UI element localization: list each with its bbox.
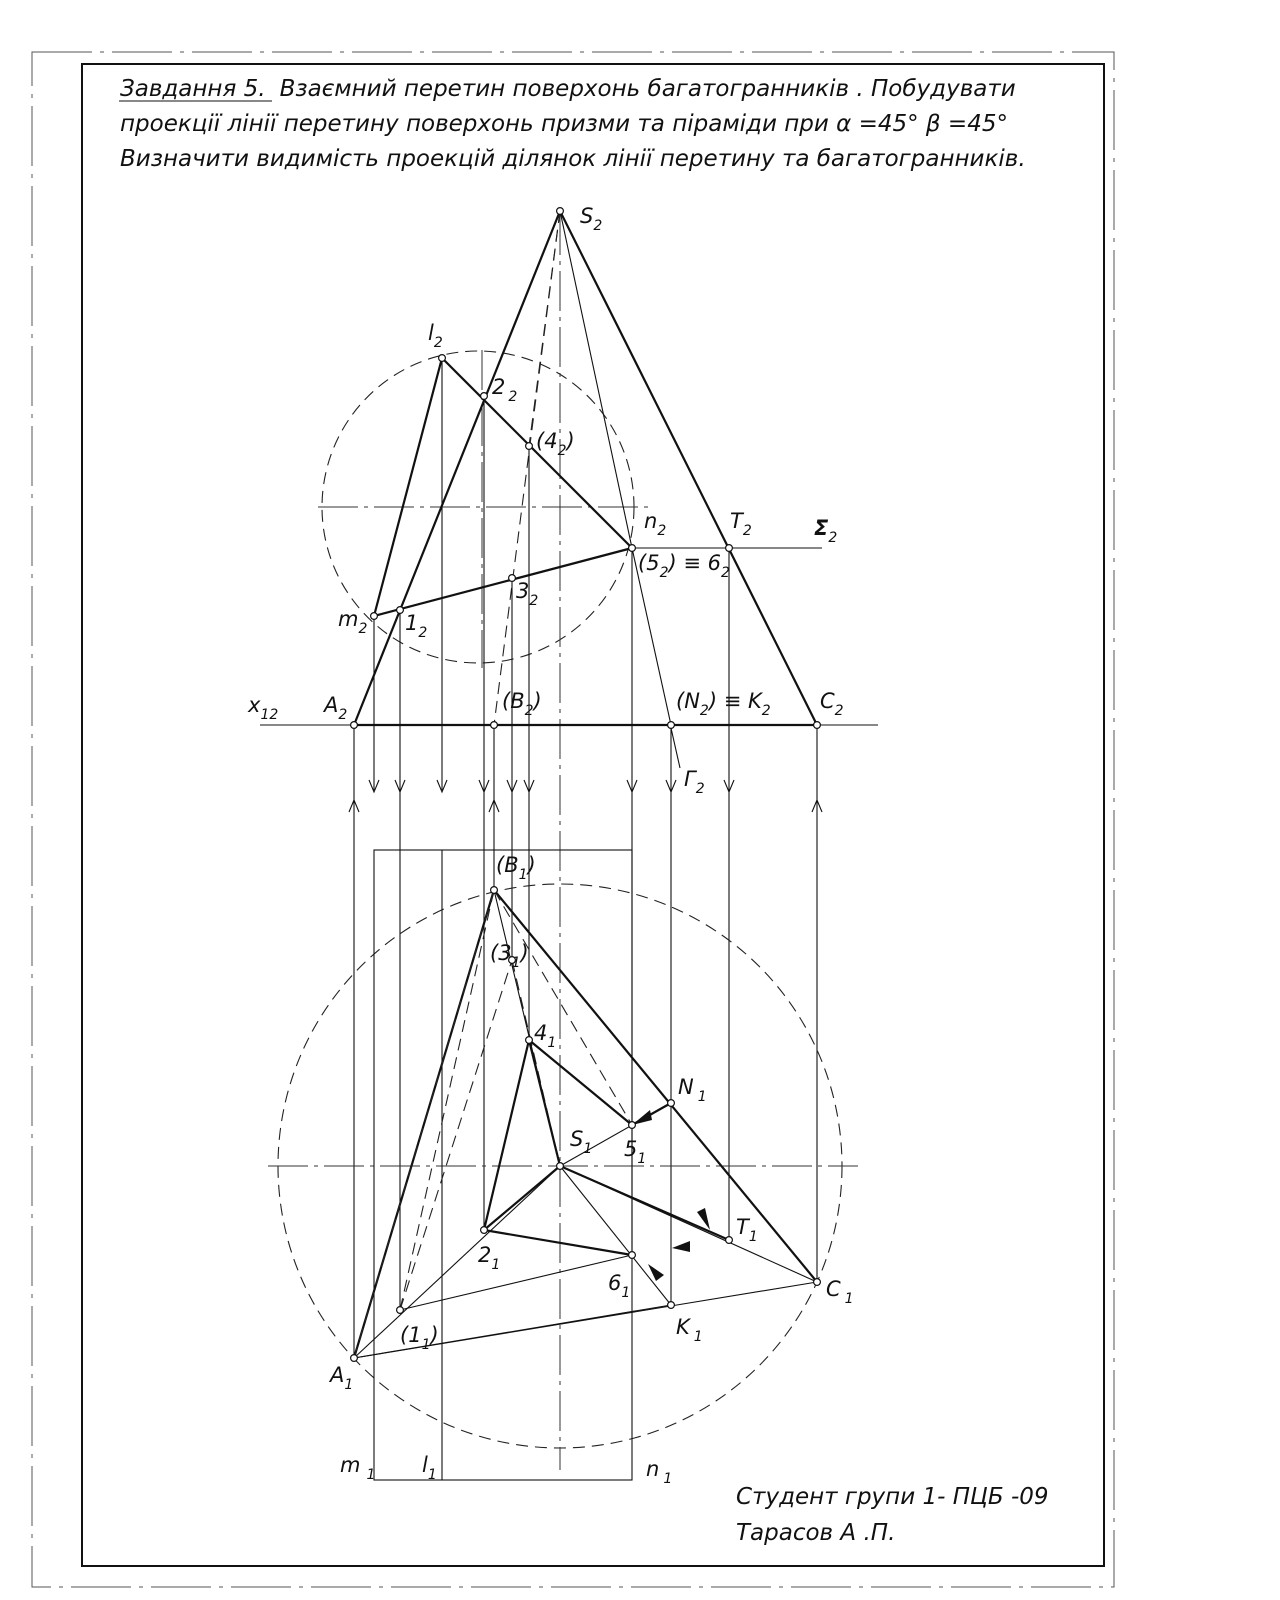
label-S1: $S_1$ [570, 1127, 593, 1157]
task-line-2: проекції лінії перетину поверхонь призми та піраміди при α =45° β =45° [120, 111, 1008, 137]
cut-4-S1 [529, 1040, 560, 1166]
prism-edge-m2-n2 [374, 548, 632, 616]
label-x12: $x_{12}$ [248, 693, 279, 723]
point-6-1 [629, 1252, 636, 1259]
point-A1 [351, 1355, 358, 1362]
label-4-2: $(4_2)$ [536, 429, 575, 459]
label-3-2: $3_2$ [516, 579, 539, 609]
signature-block [736, 1484, 1049, 1546]
point-T1 [726, 1237, 733, 1244]
cut-2-S1 [484, 1166, 560, 1230]
point-4-2 [526, 443, 533, 450]
point-2-1 [481, 1227, 488, 1234]
label-5-2-6-2: $(5_2) \equiv 6_2$ [638, 551, 730, 581]
point-5-1 [629, 1122, 636, 1129]
point-1-2 [397, 607, 404, 614]
label-K1: K $_1$ [676, 1315, 703, 1345]
label-A1: $A_1$ [330, 1363, 354, 1393]
task-title: Взаємний перетин поверхонь багатогранників . Побудувати [279, 76, 1016, 102]
down-arrows [369, 780, 734, 792]
inner-frame [82, 64, 1104, 1566]
point-B2 [491, 722, 498, 729]
cut-4-5 [529, 1040, 632, 1125]
label-5-1: $5_1$ [624, 1137, 647, 1167]
label-B1: $(B_1)$ [496, 853, 536, 883]
label-T2: $T_2$ [730, 509, 752, 539]
label-2-1: $2_1$ [478, 1243, 501, 1273]
point-m2 [371, 613, 378, 620]
student-name: Тарасов А .П. [736, 1520, 896, 1546]
projection-link-lines [349, 358, 822, 1358]
point-N2-K2 [668, 722, 675, 729]
point-K1 [668, 1302, 675, 1309]
label-3-1: $(3_1)$ [490, 941, 529, 971]
label-B2: $(B_2)$ [502, 689, 542, 719]
hidden-B1-5 [494, 890, 632, 1125]
point-l2 [439, 355, 446, 362]
point-C2 [814, 722, 821, 729]
edge-S2-4-hidden [529, 211, 560, 446]
label-n1: n $_1$ [646, 1457, 673, 1487]
edge-S2-C2 [560, 211, 817, 725]
label-l1: $l_1$ [422, 1453, 437, 1483]
point-n2 [629, 545, 636, 552]
label-T1: $T_1$ [736, 1215, 758, 1245]
point-T2 [726, 545, 733, 552]
label-l2: $l_2$ [428, 321, 443, 351]
point-B1 [491, 887, 498, 894]
base-A1-B1 [354, 890, 494, 1358]
points [351, 208, 821, 1362]
label-S2: $S_2$ [580, 204, 603, 234]
label-1-1: $(1_1)$ [400, 1323, 439, 1353]
label-6-1: $6_1$ [608, 1271, 631, 1301]
up-arrows [349, 800, 822, 812]
arrow-to-6-h [672, 1241, 690, 1252]
label-C2: $C_2$ [820, 689, 844, 719]
label-1-2: $1_2$ [405, 611, 428, 641]
label-2-2: 2 $_2$ [492, 375, 518, 405]
label-m1: m $_1$ [340, 1453, 376, 1483]
point-C1 [814, 1279, 821, 1286]
task-line-1 [120, 76, 1016, 102]
label-Sigma2: $\Sigma_2$ [814, 516, 838, 546]
frontal-projection [260, 211, 878, 1470]
label-N2-K2: $(N_2) \equiv K_2$ [676, 689, 771, 719]
label-G2: $Г_2$ [684, 767, 705, 797]
cut-S1-T1 [560, 1166, 729, 1240]
prism-edge-l2-m2 [374, 358, 442, 616]
label-m2: $m_2$ [338, 607, 368, 637]
label-A2: $A_2$ [324, 693, 348, 723]
label-n2: $n_2$ [644, 509, 667, 539]
task-line-3: Визначити видимість проекцій ділянок лінії перетину та багатогранників. [120, 146, 1026, 172]
cut-2-6 [484, 1230, 632, 1255]
label-C1: C $_1$ [826, 1277, 854, 1307]
point-N1 [668, 1100, 675, 1107]
outer-frame [32, 52, 1114, 1587]
point-1-1 [397, 1307, 404, 1314]
label-4-1: $4_1$ [534, 1021, 557, 1051]
base-B1-C1 [494, 890, 817, 1282]
point-2-2 [481, 393, 488, 400]
gamma2-leader [671, 728, 680, 768]
task-statement [119, 76, 1026, 172]
task-number: Завдання 5. [120, 76, 266, 102]
point-labels [247, 204, 854, 1487]
point-S1 [557, 1163, 564, 1170]
point-A2 [351, 722, 358, 729]
label-N1: N $_1$ [678, 1075, 707, 1105]
point-4-1 [526, 1037, 533, 1044]
student-group: Студент групи 1- ПЦБ -09 [736, 1484, 1049, 1510]
point-3-2 [509, 575, 516, 582]
edge-S2-n2 [560, 211, 632, 548]
point-S2 [557, 208, 564, 215]
